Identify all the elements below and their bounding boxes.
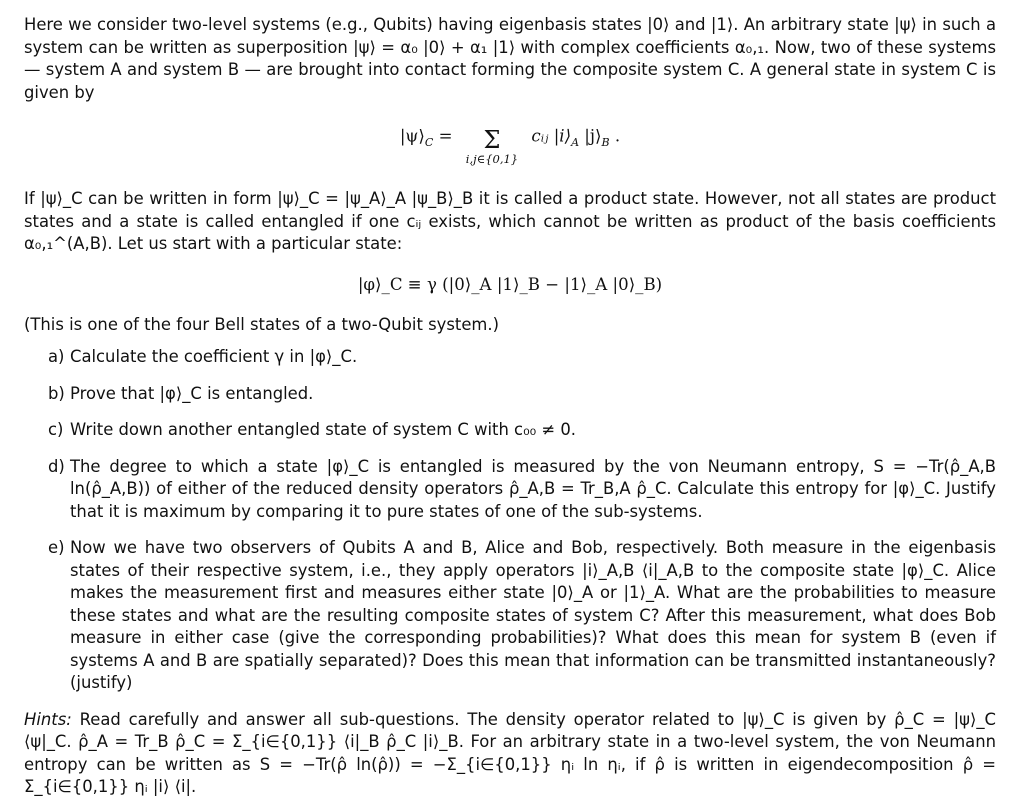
eq1-rhs-sub-b: B <box>601 135 610 149</box>
hints-text: Read carefully and answer all sub-questions. The density operator related to |ψ⟩_C is given by ρ̂_C = |ψ⟩_C ⟨ψ|_C. ρ̂_A = Tr_B ρ̂_C = Σ_{i∈{0,1}} ⟨i|_B ρ̂_C |i⟩_B. For an arbitrary state in a two-level system, the von Neumann entropy can be written as S = −Tr(ρ̂ ln(ρ̂)) = −Σ_{i∈{0,1}} ηᵢ ln ηᵢ, if ρ̂ is written in eigendecomposition ρ̂ = Σ_{i∈{0,1}} ηᵢ |i⟩ ⟨i|. <box>24 709 996 796</box>
question-b-label: b) <box>48 383 65 403</box>
question-d <box>24 456 996 524</box>
question-c-text: Write down another entangled state of system C with c₀₀ ≠ 0. <box>70 420 577 439</box>
sum-limits: i,j∈{0,1} <box>465 152 519 166</box>
question-b-text: Prove that |φ⟩_C is entangled. <box>70 383 314 403</box>
eq1-equals: = <box>438 126 453 146</box>
sum-operator <box>466 128 518 166</box>
question-d-label: d) <box>48 456 65 476</box>
bell-state-equation: |φ⟩_C ≡ γ (|0⟩_A |1⟩_B − |1⟩_A |0⟩_B) <box>357 274 663 294</box>
eq1-lhs: |ψ⟩ <box>399 126 425 146</box>
question-e-label: e) <box>48 538 65 557</box>
question-b <box>24 383 996 406</box>
question-c <box>24 419 996 442</box>
intro-paragraph: Here we consider two-level systems (e.g., Qubits) having eigenbasis states |0⟩ and |1⟩. An arbitrary state |ψ⟩ in such a system can be written as superposition |ψ⟩ = α₀ |0⟩ + α₁ |1⟩ with complex coefficients α₀,₁. Now, two of these systems — system A and system B — are brought into contact forming the composite system C. A general state in system C is given by <box>24 15 996 102</box>
question-a <box>24 346 996 369</box>
question-a-label: a) <box>48 347 65 366</box>
question-a-text: Calculate the coefficient γ in |φ⟩_C. <box>70 347 358 366</box>
bell-state-note: (This is one of the four Bell states of a two-Qubit system.) <box>24 314 499 334</box>
question-list <box>24 346 996 695</box>
product-state-paragraph: If |ψ⟩_C can be written in form |ψ⟩_C = |ψ_A⟩_A |ψ_B⟩_B it is called a product state. However, not all states are product states and a state is called entangled if one cᵢⱼ exists, which cannot be written as product of the basis coefficients α₀,₁^(A,B). Let us start with a particular state: <box>24 189 996 253</box>
hints-label: Hints: <box>24 709 72 729</box>
eq1-rhs-sub-a: A <box>571 135 580 149</box>
eq1-tail: . <box>609 126 621 146</box>
eq1-rhs-mid: |j⟩ <box>579 126 602 146</box>
question-c-label: c) <box>48 420 64 439</box>
sigma-symbol: Σ <box>483 126 501 154</box>
question-d-text: The degree to which a state |φ⟩_C is entangled is measured by the von Neumann entropy, S = −Tr(ρ̂_A,B ln(ρ̂_A,B)) of either of the reduced density operators ρ̂_A,B = Tr_B,A ρ̂_C. Calculate this entropy for |φ⟩_C. Justify that it is maximum by comparing it to pure states of one of the sub-systems. <box>70 456 996 521</box>
question-e <box>24 537 996 695</box>
eq1-lhs-sub: C <box>424 135 434 149</box>
eq1-rhs: cᵢⱼ |i⟩ <box>531 126 572 146</box>
general-state-equation <box>24 104 996 172</box>
question-e-text: Now we have two observers of Qubits A and B, Alice and Bob, respectively. Both measure in the eigenbasis states of their respective system, i.e., they apply operators |i⟩_A,B ⟨i|_A,B to the composite state |φ⟩_C. Alice makes the measurement first and measures either state |0⟩_A or |1⟩_A. What are the probabilities to measure these states and what are the resulting composite states of system C? After this measurement, what does Bob measure in either case (give the corresponding probabilities)? What does this mean for system B (even if systems A and B are spatially separated)? Does this mean that information can be transmitted instantaneously? (justify) <box>70 538 996 692</box>
hints-paragraph <box>24 709 996 799</box>
